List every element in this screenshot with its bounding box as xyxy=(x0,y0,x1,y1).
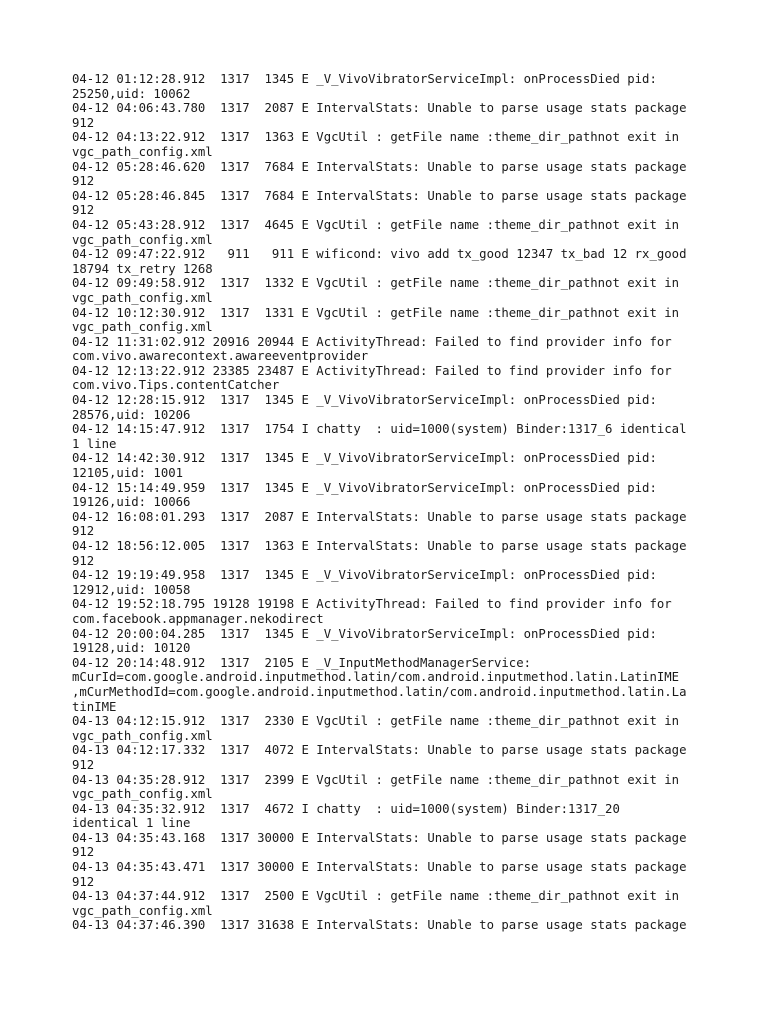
log-line: vgc_path_config.xml xyxy=(72,787,213,802)
log-line: com.vivo.Tips.contentCatcher xyxy=(72,378,280,393)
log-line: 04-12 10:12:30.912 1317 1331 E VgcUtil : getFile name :theme_dir_pathnot exit in xyxy=(72,305,680,320)
log-line: 04-12 20:14:48.912 1317 2105 E _V_InputMethodManagerService: xyxy=(72,655,532,670)
log-line: vgc_path_config.xml xyxy=(72,320,213,335)
log-line: 04-12 05:28:46.620 1317 7684 E IntervalStats: Unable to parse usage stats package xyxy=(72,159,687,174)
log-line: 04-13 04:12:15.912 1317 2330 E VgcUtil : getFile name :theme_dir_pathnot exit in xyxy=(72,714,680,729)
log-line: vgc_path_config.xml xyxy=(72,290,213,305)
log-line: 04-12 04:13:22.912 1317 1363 E VgcUtil : getFile name :theme_dir_pathnot exit in xyxy=(72,130,680,145)
log-line: vgc_path_config.xml xyxy=(72,903,213,918)
log-line: 04-13 04:35:32.912 1317 4672 I chatty : uid=1000(system) Binder:1317_20 xyxy=(72,801,620,816)
log-line: 912 xyxy=(72,524,95,539)
log-line: 19128,uid: 10120 xyxy=(72,641,191,656)
log-line: 04-12 19:19:49.958 1317 1345 E _V_VivoVibratorServiceImpl: onProcessDied pid: xyxy=(72,568,657,583)
log-line: 04-13 04:37:46.390 1317 31638 E IntervalStats: Unable to parse usage stats package xyxy=(72,918,687,933)
log-line: 04-13 04:12:17.332 1317 4072 E IntervalStats: Unable to parse usage stats package xyxy=(72,743,687,758)
log-line: 12105,uid: 1001 xyxy=(72,466,184,481)
log-line: 912 xyxy=(72,874,95,889)
log-line: 12912,uid: 10058 xyxy=(72,582,191,597)
log-line: 04-13 04:35:28.912 1317 2399 E VgcUtil : getFile name :theme_dir_pathnot exit in xyxy=(72,772,680,787)
log-line: 912 xyxy=(72,845,95,860)
log-line: 04-12 05:28:46.845 1317 7684 E IntervalStats: Unable to parse usage stats package xyxy=(72,188,687,203)
log-line: ,mCurMethodId=com.google.android.inputmethod.latin/com.android.inputmethod.latin.La xyxy=(72,684,687,699)
log-line: tinIME xyxy=(72,699,117,714)
log-line: 912 xyxy=(72,757,95,772)
log-line: 04-13 04:35:43.168 1317 30000 E IntervalStats: Unable to parse usage stats package xyxy=(72,830,687,845)
log-line: mCurId=com.google.android.inputmethod.latin/com.android.inputmethod.latin.LatinIME xyxy=(72,670,680,685)
log-line: 04-12 04:06:43.780 1317 2087 E IntervalStats: Unable to parse usage stats package xyxy=(72,101,687,116)
log-line: 04-12 12:13:22.912 23385 23487 E ActivityThread: Failed to find provider info for xyxy=(72,363,672,378)
log-line: 04-12 19:52:18.795 19128 19198 E ActivityThread: Failed to find provider info for xyxy=(72,597,672,612)
log-line: 04-12 01:12:28.912 1317 1345 E _V_VivoVibratorServiceImpl: onProcessDied pid: xyxy=(72,72,657,86)
log-line: 25250,uid: 10062 xyxy=(72,86,191,101)
log-line: com.facebook.appmanager.nekodirect xyxy=(72,611,324,626)
log-line: vgc_path_config.xml xyxy=(72,144,213,159)
log-line: 912 xyxy=(72,203,95,218)
log-line: 04-12 18:56:12.005 1317 1363 E IntervalStats: Unable to parse usage stats package xyxy=(72,539,687,553)
log-line: 04-12 14:42:30.912 1317 1345 E _V_VivoVibratorServiceImpl: onProcessDied pid: xyxy=(72,451,657,466)
log-line: 912 xyxy=(72,174,95,189)
log-line: 912 xyxy=(72,115,95,130)
log-line: com.vivo.awarecontext.awareeventprovider xyxy=(72,349,369,364)
document-page xyxy=(72,72,712,933)
log-line: 04-12 09:47:22.912 911 911 E wificond: vivo add tx_good 12347 tx_bad 12 rx_good xyxy=(72,247,687,262)
log-line: 04-13 04:37:44.912 1317 2500 E VgcUtil : getFile name :theme_dir_pathnot exit in xyxy=(72,889,680,904)
log-line: vgc_path_config.xml xyxy=(72,232,213,247)
log-line: identical 1 line xyxy=(72,816,191,831)
log-line: 04-12 11:31:02.912 20916 20944 E ActivityThread: Failed to find provider info for xyxy=(72,334,672,349)
log-line: 19126,uid: 10066 xyxy=(72,495,191,510)
log-line: 04-12 20:00:04.285 1317 1345 E _V_VivoVibratorServiceImpl: onProcessDied pid: xyxy=(72,626,657,641)
log-line: 04-12 16:08:01.293 1317 2087 E IntervalStats: Unable to parse usage stats package xyxy=(72,509,687,524)
log-text xyxy=(72,72,712,933)
log-line: 28576,uid: 10206 xyxy=(72,407,191,422)
log-line: vgc_path_config.xml xyxy=(72,728,213,743)
log-line: 04-12 12:28:15.912 1317 1345 E _V_VivoVibratorServiceImpl: onProcessDied pid: xyxy=(72,393,657,408)
log-line: 04-12 05:43:28.912 1317 4645 E VgcUtil : getFile name :theme_dir_pathnot exit in xyxy=(72,217,680,232)
log-line: 912 xyxy=(72,553,95,568)
log-line: 18794 tx_retry 1268 xyxy=(72,261,213,276)
log-line: 04-12 09:49:58.912 1317 1332 E VgcUtil : getFile name :theme_dir_pathnot exit in xyxy=(72,276,680,291)
log-line: 1 line xyxy=(72,436,117,451)
log-line: 04-12 14:15:47.912 1317 1754 I chatty : uid=1000(system) Binder:1317_6 identical xyxy=(72,422,687,437)
log-line: 04-12 15:14:49.959 1317 1345 E _V_VivoVibratorServiceImpl: onProcessDied pid: xyxy=(72,480,657,495)
log-line: 04-13 04:35:43.471 1317 30000 E IntervalStats: Unable to parse usage stats package xyxy=(72,860,687,875)
